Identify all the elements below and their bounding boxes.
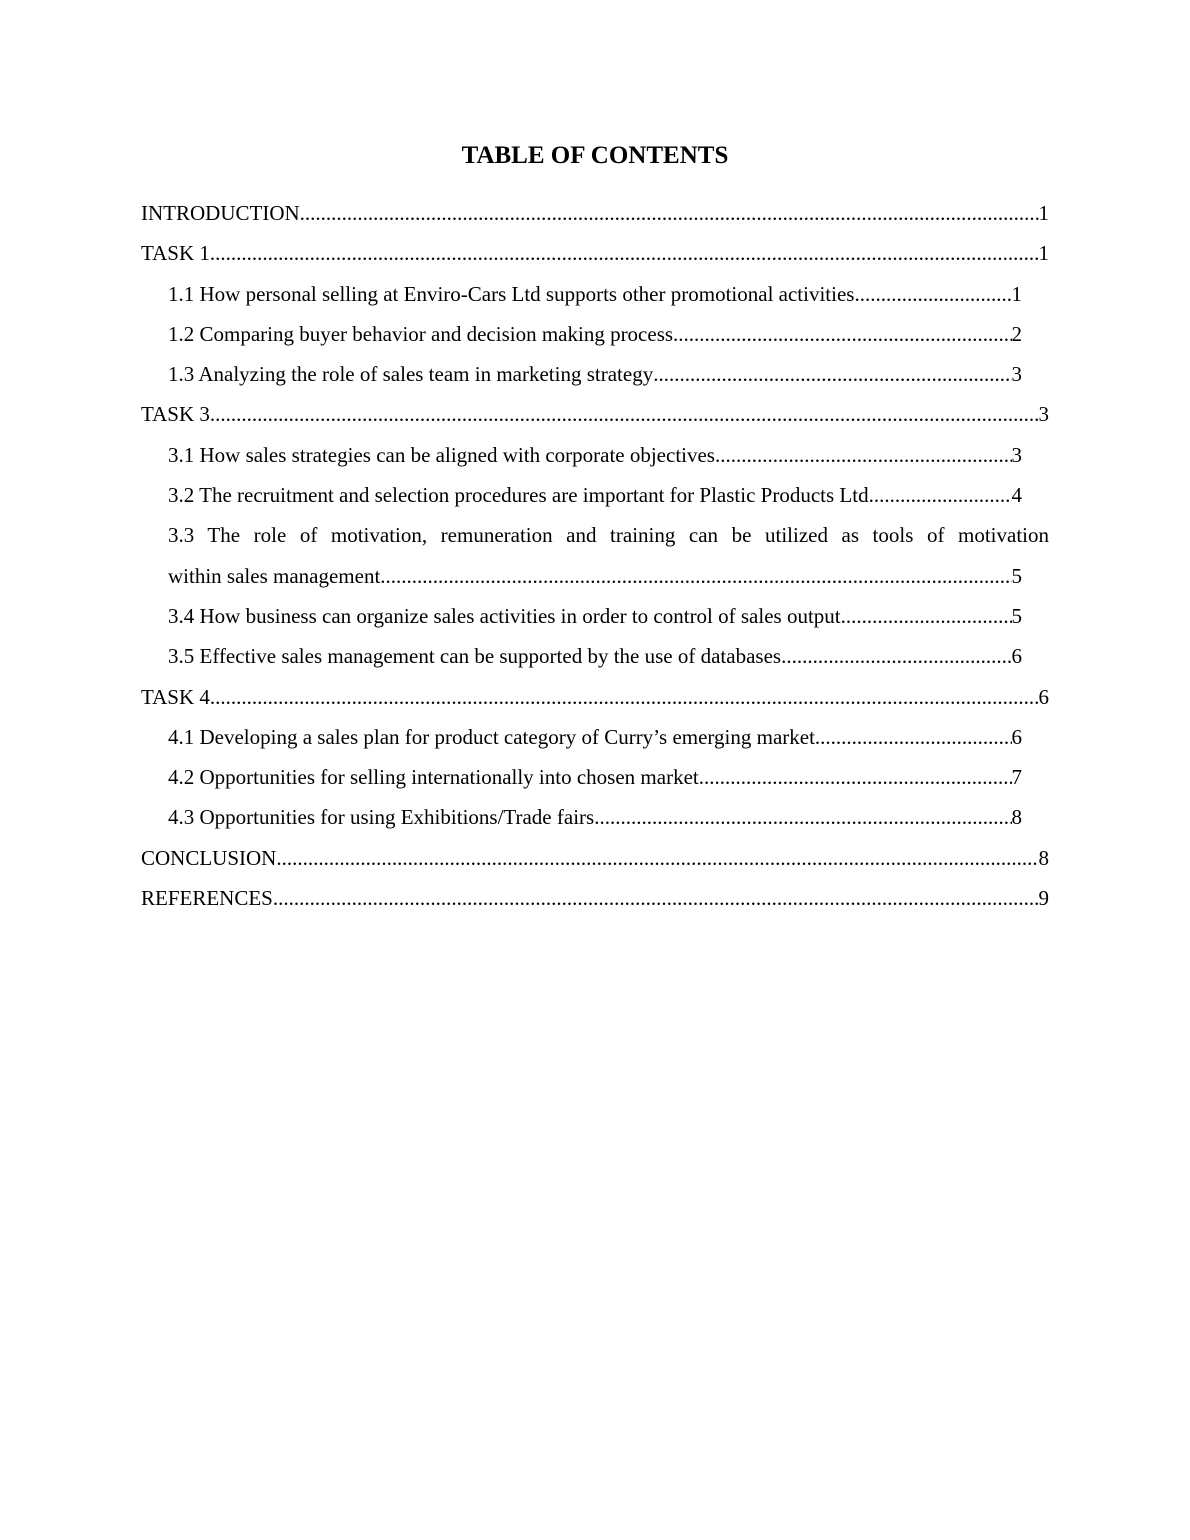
toc-entry-4-2[interactable] bbox=[168, 757, 1022, 797]
toc-entry-task-1[interactable] bbox=[141, 233, 1049, 273]
toc-leader-dots bbox=[841, 596, 1012, 636]
toc-entry-label: 3.2 The recruitment and selection procedures are important for Plastic Products Ltd bbox=[168, 483, 869, 508]
toc-entry-label: 1.2 Comparing buyer behavior and decision making process bbox=[168, 321, 674, 346]
toc-leader-dots bbox=[715, 435, 1012, 475]
toc-entry-label: 4.2 Opportunities for selling internationally into chosen market bbox=[168, 765, 699, 790]
toc-page-number: 3 bbox=[1011, 362, 1022, 387]
toc-page-number: 6 bbox=[1011, 644, 1022, 669]
toc-page-number: 1 bbox=[1038, 201, 1049, 225]
toc-leader-dots bbox=[699, 757, 1012, 797]
toc-leader-dots bbox=[653, 354, 1011, 394]
toc-leader-dots bbox=[380, 556, 1011, 596]
toc-entry-label: 4.3 Opportunities for using Exhibitions/Trade fairs bbox=[168, 805, 595, 830]
toc-page-number: 6 bbox=[1011, 724, 1022, 749]
toc-leader-dots bbox=[854, 274, 1011, 314]
toc-leader-dots bbox=[210, 233, 1039, 273]
toc-entry-3-5[interactable] bbox=[168, 636, 1022, 676]
toc-entry-introduction[interactable] bbox=[141, 193, 1049, 233]
toc-entry-label-line1: 3.3 The role of motivation, remuneration and training can be utilized as tools of motivation bbox=[168, 523, 1049, 548]
toc-page-number: 5 bbox=[1011, 563, 1022, 588]
toc-entry-3-4[interactable] bbox=[168, 596, 1022, 636]
toc-page-number: 8 bbox=[1011, 805, 1022, 830]
toc-leader-dots bbox=[276, 838, 1038, 878]
toc-leader-dots bbox=[594, 797, 1011, 837]
toc-entry-task-3[interactable] bbox=[141, 394, 1049, 434]
toc-leader-dots bbox=[815, 717, 1012, 757]
toc-entry-1-2[interactable] bbox=[168, 314, 1022, 354]
toc-entry-label: TASK 3 bbox=[141, 402, 210, 427]
toc-entry-4-1[interactable] bbox=[168, 717, 1022, 757]
toc-entry-label: 3.4 How business can organize sales activities in order to control of sales output bbox=[168, 603, 841, 628]
toc-entry-label: 1.1 How personal selling at Enviro-Cars Ltd supports other promotional activities bbox=[168, 281, 855, 306]
toc-entry-4-3[interactable] bbox=[168, 797, 1022, 837]
toc-entry-label: CONCLUSION bbox=[141, 845, 277, 870]
toc-entry-references[interactable] bbox=[141, 878, 1049, 918]
toc-page-number: 8 bbox=[1038, 845, 1049, 870]
toc-leader-dots bbox=[273, 878, 1039, 918]
toc-entry-label: 3.1 How sales strategies can be aligned with corporate objectives bbox=[168, 442, 715, 467]
toc-entry-1-1[interactable] bbox=[168, 274, 1022, 314]
toc-page-number: 2 bbox=[1011, 321, 1022, 346]
toc-entry-label: TASK 4 bbox=[141, 684, 210, 709]
toc-entry-1-3[interactable] bbox=[168, 354, 1022, 394]
page-title: TABLE OF CONTENTS bbox=[461, 142, 729, 169]
toc-entry-label: 3.5 Effective sales management can be supported by the use of databases bbox=[168, 644, 782, 669]
toc-leader-dots bbox=[210, 394, 1039, 434]
toc-entry-3-3[interactable] bbox=[168, 515, 1049, 596]
toc-page-number: 9 bbox=[1038, 886, 1049, 911]
toc-page-number: 6 bbox=[1038, 684, 1049, 709]
toc-entry-label: 1.3 Analyzing the role of sales team in marketing strategy bbox=[168, 362, 654, 387]
toc-page-number: 7 bbox=[1011, 765, 1022, 790]
toc-leader-dots bbox=[300, 193, 1039, 233]
toc-entry-label: 4.1 Developing a sales plan for product category of Curry’s emerging market bbox=[168, 724, 815, 749]
toc-page-number: 3 bbox=[1038, 402, 1049, 427]
toc-entry-3-2[interactable] bbox=[168, 475, 1022, 515]
toc-entry-task-4[interactable] bbox=[141, 677, 1049, 717]
toc-list bbox=[141, 193, 1049, 918]
toc-page-number: 3 bbox=[1011, 442, 1022, 467]
toc-entry-label: REFERENCES bbox=[141, 886, 273, 911]
toc-entry-label: INTRODUCTION bbox=[141, 201, 300, 225]
toc-page-number: 1 bbox=[1011, 281, 1022, 306]
toc-page-number: 4 bbox=[1011, 483, 1022, 508]
toc-leader-dots bbox=[869, 475, 1012, 515]
toc-entry-3-1[interactable] bbox=[168, 435, 1022, 475]
toc-entry-label: TASK 1 bbox=[141, 241, 210, 266]
toc-leader-dots bbox=[210, 677, 1039, 717]
toc-leader-dots bbox=[781, 636, 1011, 676]
toc-entry-label-line2: within sales management bbox=[168, 563, 381, 588]
toc-page-number: 5 bbox=[1011, 603, 1022, 628]
toc-leader-dots bbox=[673, 314, 1011, 354]
toc-entry-conclusion[interactable] bbox=[141, 838, 1049, 878]
toc-page-number: 1 bbox=[1038, 241, 1049, 266]
